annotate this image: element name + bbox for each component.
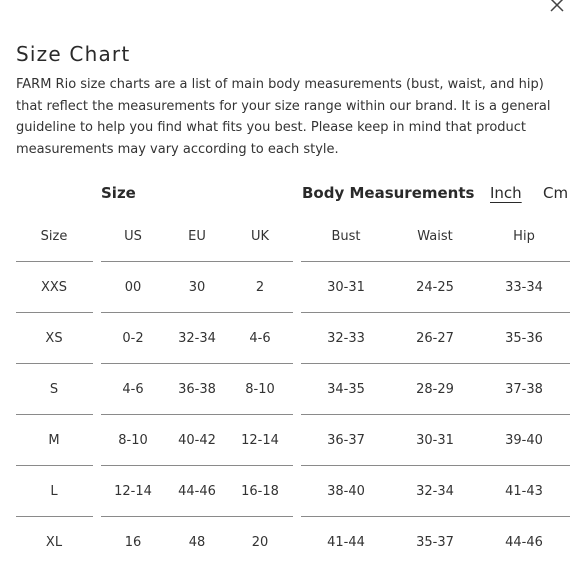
cell-bust: 38-40 bbox=[327, 484, 365, 499]
cell-size: M bbox=[48, 433, 60, 448]
row-divider bbox=[101, 516, 293, 517]
cell-us: 4-6 bbox=[122, 382, 144, 397]
column-header-waist: Waist bbox=[417, 229, 453, 244]
row-divider bbox=[101, 363, 293, 364]
cell-hip: 37-38 bbox=[505, 382, 543, 397]
cell-eu: 48 bbox=[188, 535, 206, 550]
cell-eu: 40-42 bbox=[178, 433, 216, 448]
cell-bust: 34-35 bbox=[327, 382, 365, 397]
cell-size: S bbox=[49, 382, 59, 397]
cell-us: 8-10 bbox=[118, 433, 148, 448]
cell-uk: 12-14 bbox=[241, 433, 279, 448]
cell-eu: 32-34 bbox=[178, 331, 216, 346]
cell-size: XL bbox=[45, 535, 63, 550]
row-divider bbox=[101, 414, 293, 415]
row-divider bbox=[16, 312, 93, 313]
row-divider bbox=[301, 465, 570, 466]
row-divider bbox=[301, 312, 570, 313]
cell-uk: 20 bbox=[251, 535, 269, 550]
row-divider bbox=[16, 261, 93, 262]
column-header-eu: EU bbox=[188, 229, 206, 244]
unit-toggle-inch[interactable]: Inch bbox=[490, 184, 522, 202]
cell-waist: 24-25 bbox=[416, 280, 454, 295]
cell-hip: 41-43 bbox=[505, 484, 543, 499]
row-divider bbox=[16, 414, 93, 415]
cell-eu: 44-46 bbox=[178, 484, 216, 499]
cell-us: 00 bbox=[124, 280, 142, 295]
row-divider bbox=[101, 261, 293, 262]
row-divider bbox=[16, 465, 93, 466]
row-divider bbox=[301, 261, 570, 262]
cell-bust: 36-37 bbox=[327, 433, 365, 448]
unit-toggle-cm[interactable]: Cm bbox=[543, 184, 569, 202]
row-divider bbox=[101, 312, 293, 313]
cell-hip: 44-46 bbox=[505, 535, 543, 550]
row-divider bbox=[301, 363, 570, 364]
cell-hip: 39-40 bbox=[505, 433, 543, 448]
cell-us: 12-14 bbox=[114, 484, 152, 499]
column-header-uk: UK bbox=[250, 229, 270, 244]
column-header-us: US bbox=[124, 229, 142, 244]
dialog-title: Size Chart bbox=[16, 42, 131, 66]
cell-uk: 16-18 bbox=[241, 484, 279, 499]
cell-size: XXS bbox=[40, 280, 68, 295]
cell-us: 0-2 bbox=[122, 331, 144, 346]
close-icon[interactable] bbox=[548, 0, 566, 14]
row-divider bbox=[301, 414, 570, 415]
column-header-hip: Hip bbox=[513, 229, 535, 244]
column-header-size: Size bbox=[40, 229, 68, 244]
size-section-heading: Size bbox=[101, 184, 136, 202]
cell-waist: 30-31 bbox=[416, 433, 454, 448]
cell-waist: 35-37 bbox=[416, 535, 454, 550]
row-divider bbox=[101, 465, 293, 466]
cell-bust: 41-44 bbox=[327, 535, 365, 550]
cell-us: 16 bbox=[124, 535, 142, 550]
cell-uk: 2 bbox=[255, 280, 265, 295]
cell-uk: 4-6 bbox=[249, 331, 271, 346]
column-header-bust: Bust bbox=[331, 229, 361, 244]
cell-uk: 8-10 bbox=[245, 382, 275, 397]
cell-eu: 30 bbox=[188, 280, 206, 295]
row-divider bbox=[16, 516, 93, 517]
cell-hip: 33-34 bbox=[505, 280, 543, 295]
cell-waist: 28-29 bbox=[416, 382, 454, 397]
cell-bust: 30-31 bbox=[327, 280, 365, 295]
cell-eu: 36-38 bbox=[178, 382, 216, 397]
row-divider bbox=[301, 516, 570, 517]
cell-hip: 35-36 bbox=[505, 331, 543, 346]
dialog-description: FARM Rio size charts are a list of main body measurements (bust, waist, and hip) that reflect the measurements for your size range within our brand. It is a general guideline to help you find what fits you best. Please keep in mind that product measurements may vary according to each style. bbox=[16, 77, 551, 158]
cell-waist: 26-27 bbox=[416, 331, 454, 346]
cell-bust: 32-33 bbox=[327, 331, 365, 346]
row-divider bbox=[16, 363, 93, 364]
cell-size: L bbox=[50, 484, 58, 499]
cell-size: XS bbox=[45, 331, 63, 346]
body-measurements-heading: Body Measurements bbox=[302, 184, 475, 202]
cell-waist: 32-34 bbox=[416, 484, 454, 499]
